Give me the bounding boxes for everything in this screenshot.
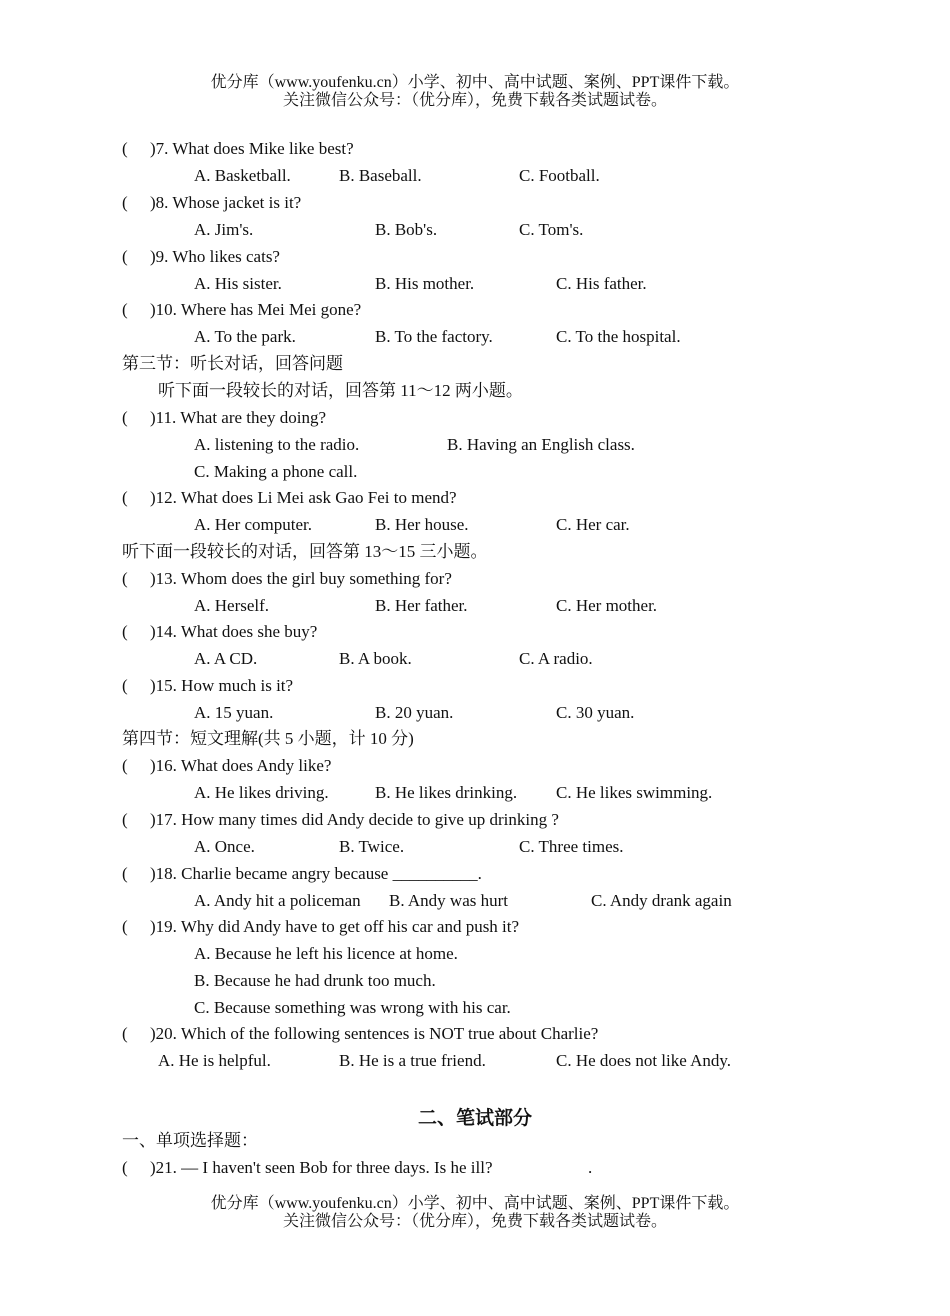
option-a: A. To the park. bbox=[194, 327, 296, 346]
option-a: A. Once. bbox=[194, 837, 255, 856]
option-b: B. Baseball. bbox=[339, 166, 422, 185]
option-c: C. He likes swimming. bbox=[556, 783, 713, 802]
header-line-1: 优分库（www.youfenku.cn）小学、初中、高中试题、案例、PPT课件下载。 bbox=[210, 74, 740, 91]
question-text: )10. Where has Mei Mei gone? bbox=[150, 300, 362, 319]
question-text: )17. How many times did Andy decide to give up drinking ? bbox=[150, 810, 559, 829]
question-text: )8. Whose jacket is it? bbox=[150, 193, 302, 212]
question-text: )13. Whom does the girl buy something for? bbox=[150, 569, 452, 588]
answer-paren: ( bbox=[122, 810, 128, 829]
option-a: A. He is helpful. bbox=[158, 1051, 271, 1070]
option-a: A. Basketball. bbox=[194, 166, 291, 185]
option-b: B. He likes drinking. bbox=[375, 783, 518, 802]
question-text: )11. What are they doing? bbox=[150, 408, 327, 427]
answer-paren: ( bbox=[122, 193, 128, 212]
option-c: C. Football. bbox=[519, 166, 600, 185]
answer-paren: ( bbox=[122, 408, 128, 427]
option-c: C. Because something was wrong with his car. bbox=[194, 998, 511, 1017]
option-b: B. Andy was hurt bbox=[389, 891, 508, 910]
option-b: B. Having an English class. bbox=[447, 435, 635, 454]
option-a: A. listening to the radio. bbox=[194, 435, 360, 454]
option-c: C. Her mother. bbox=[556, 596, 658, 615]
option-a: A. He likes driving. bbox=[194, 783, 329, 802]
question-text: )12. What does Li Mei ask Gao Fei to mend? bbox=[150, 488, 457, 507]
answer-paren: ( bbox=[122, 139, 128, 158]
option-b: B. To the factory. bbox=[375, 327, 493, 346]
page-footer bbox=[0, 1195, 950, 1231]
option-c: C. Making a phone call. bbox=[194, 462, 358, 481]
question-text: )18. Charlie became angry because __________. bbox=[150, 864, 482, 883]
header-line-2: 关注微信公众号：（优分库），免费下载各类试题试卷。 bbox=[282, 92, 667, 109]
page-header bbox=[0, 74, 950, 110]
answer-paren: ( bbox=[122, 676, 128, 695]
answer-paren: ( bbox=[122, 622, 128, 641]
option-b: B. Because he had drunk too much. bbox=[194, 971, 436, 990]
question-text: )14. What does she buy? bbox=[150, 622, 318, 641]
answer-paren: ( bbox=[122, 247, 128, 266]
answer-paren: ( bbox=[122, 1158, 128, 1177]
part-2-subheading: 一、单项选择题： bbox=[122, 1131, 258, 1150]
footer-line-2: 关注微信公众号：（优分库），免费下载各类试题试卷。 bbox=[282, 1213, 667, 1230]
option-c: C. 30 yuan. bbox=[556, 703, 635, 722]
option-b: B. His mother. bbox=[375, 274, 475, 293]
option-a: A. Her computer. bbox=[194, 515, 313, 534]
option-c: C. A radio. bbox=[519, 649, 593, 668]
option-b: B. Bob's. bbox=[375, 220, 438, 239]
option-a: A. Andy hit a policeman bbox=[194, 891, 361, 910]
option-a: A. A CD. bbox=[194, 649, 258, 668]
section-3-intro-a: 听下面一段较长的对话，回答第 11～12 两小题。 bbox=[158, 381, 523, 400]
question-text: )16. What does Andy like? bbox=[150, 756, 332, 775]
option-b: B. He is a true friend. bbox=[339, 1051, 486, 1070]
option-b: B. Her father. bbox=[375, 596, 468, 615]
option-c: C. To the hospital. bbox=[556, 327, 681, 346]
answer-paren: ( bbox=[122, 756, 128, 775]
part-2-title: 二、笔试部分 bbox=[417, 1108, 532, 1129]
option-a: A. Because he left his licence at home. bbox=[194, 944, 458, 963]
answer-paren: ( bbox=[122, 917, 128, 936]
question-text: )21. — I haven't seen Bob for three days. Is he ill? bbox=[150, 1158, 493, 1177]
question-text: )9. Who likes cats? bbox=[150, 247, 280, 266]
option-b: B. Her house. bbox=[375, 515, 469, 534]
question-text: )19. Why did Andy have to get off his car and push it? bbox=[150, 917, 520, 936]
option-a: A. Herself. bbox=[194, 596, 270, 615]
option-b: B. A book. bbox=[339, 649, 412, 668]
option-a: A. His sister. bbox=[194, 274, 282, 293]
option-c: C. He does not like Andy. bbox=[556, 1051, 732, 1070]
question-text: )7. What does Mike like best? bbox=[150, 139, 354, 158]
option-c: C. Tom's. bbox=[519, 220, 584, 239]
option-a: A. Jim's. bbox=[194, 220, 254, 239]
option-b: B. Twice. bbox=[339, 837, 405, 856]
answer-paren: ( bbox=[122, 864, 128, 883]
section-4-heading: 第四节：短文理解(共 5 小题，计 10 分) bbox=[122, 729, 414, 748]
question-text: )20. Which of the following sentences is NOT true about Charlie? bbox=[150, 1024, 599, 1043]
option-c: C. His father. bbox=[556, 274, 647, 293]
trailing-period: . bbox=[588, 1158, 593, 1177]
option-b: B. 20 yuan. bbox=[375, 703, 454, 722]
option-a: A. 15 yuan. bbox=[194, 703, 274, 722]
footer-line-1: 优分库（www.youfenku.cn）小学、初中、高中试题、案例、PPT课件下载。 bbox=[210, 1195, 740, 1212]
section-3-heading: 第三节：听长对话，回答问题 bbox=[122, 354, 343, 373]
question-text: )15. How much is it? bbox=[150, 676, 294, 695]
section-3-intro-b: 听下面一段较长的对话，回答第 13～15 三小题。 bbox=[122, 542, 488, 561]
answer-paren: ( bbox=[122, 1024, 128, 1043]
option-c: C. Three times. bbox=[519, 837, 624, 856]
option-c: C. Her car. bbox=[556, 515, 630, 534]
option-c: C. Andy drank again bbox=[591, 891, 732, 910]
answer-paren: ( bbox=[122, 569, 128, 588]
answer-paren: ( bbox=[122, 488, 128, 507]
answer-paren: ( bbox=[122, 300, 128, 319]
